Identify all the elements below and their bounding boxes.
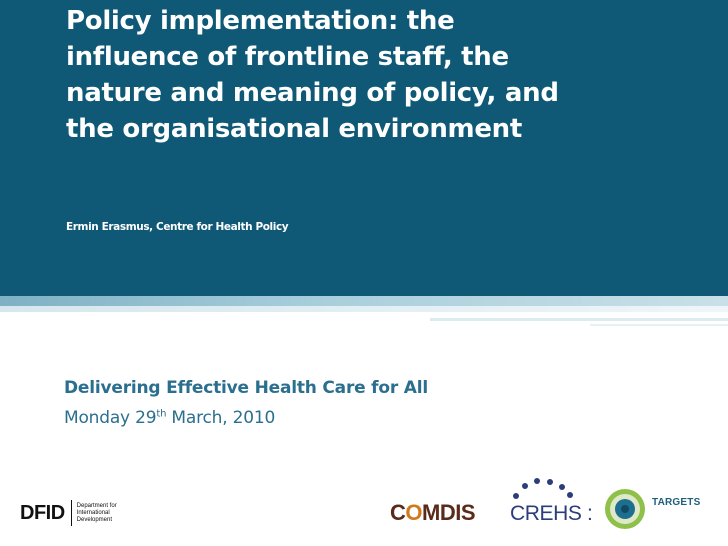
title-line: the organisational environment	[66, 114, 522, 144]
dfid-text-line: Development	[76, 516, 113, 523]
dfid-text-line: International	[76, 509, 110, 516]
decorative-band-light	[0, 306, 728, 312]
dfid-logo	[20, 500, 117, 526]
dfid-text-line: Department for	[76, 502, 117, 509]
date-prefix: Monday 29	[64, 408, 157, 428]
title-line: influence of frontline staff, the	[66, 42, 509, 72]
dfid-wordmark: DFID	[20, 501, 65, 524]
decorative-band	[0, 296, 728, 306]
comdis-rest: MDIS	[422, 500, 476, 525]
decorative-line	[430, 318, 728, 321]
comdis-o: O	[405, 500, 423, 525]
crehs-suffix: :	[586, 502, 593, 525]
decorative-line	[590, 324, 728, 326]
slide-title	[66, 3, 666, 147]
slide-date	[64, 408, 275, 428]
comdis-logo	[390, 500, 475, 526]
date-superscript: th	[156, 408, 167, 420]
crehs-text: CREHS	[510, 502, 582, 525]
targets-logo-text: TARGETS	[652, 497, 701, 508]
slide-subtitle: Delivering Effective Health Care for All	[64, 378, 428, 398]
crehs-logo	[510, 502, 592, 526]
dfid-divider	[71, 500, 72, 526]
author-line: Ermin Erasmus, Centre for Health Policy	[66, 221, 289, 233]
title-line: nature and meaning of policy, and	[66, 78, 559, 108]
targets-target-icon	[604, 488, 646, 530]
dfid-department-text	[77, 503, 117, 524]
title-line: Policy implementation: the	[66, 6, 455, 36]
comdis-c: C	[390, 500, 406, 525]
crehs-dots-icon	[510, 474, 580, 504]
date-suffix: March, 2010	[166, 408, 276, 428]
